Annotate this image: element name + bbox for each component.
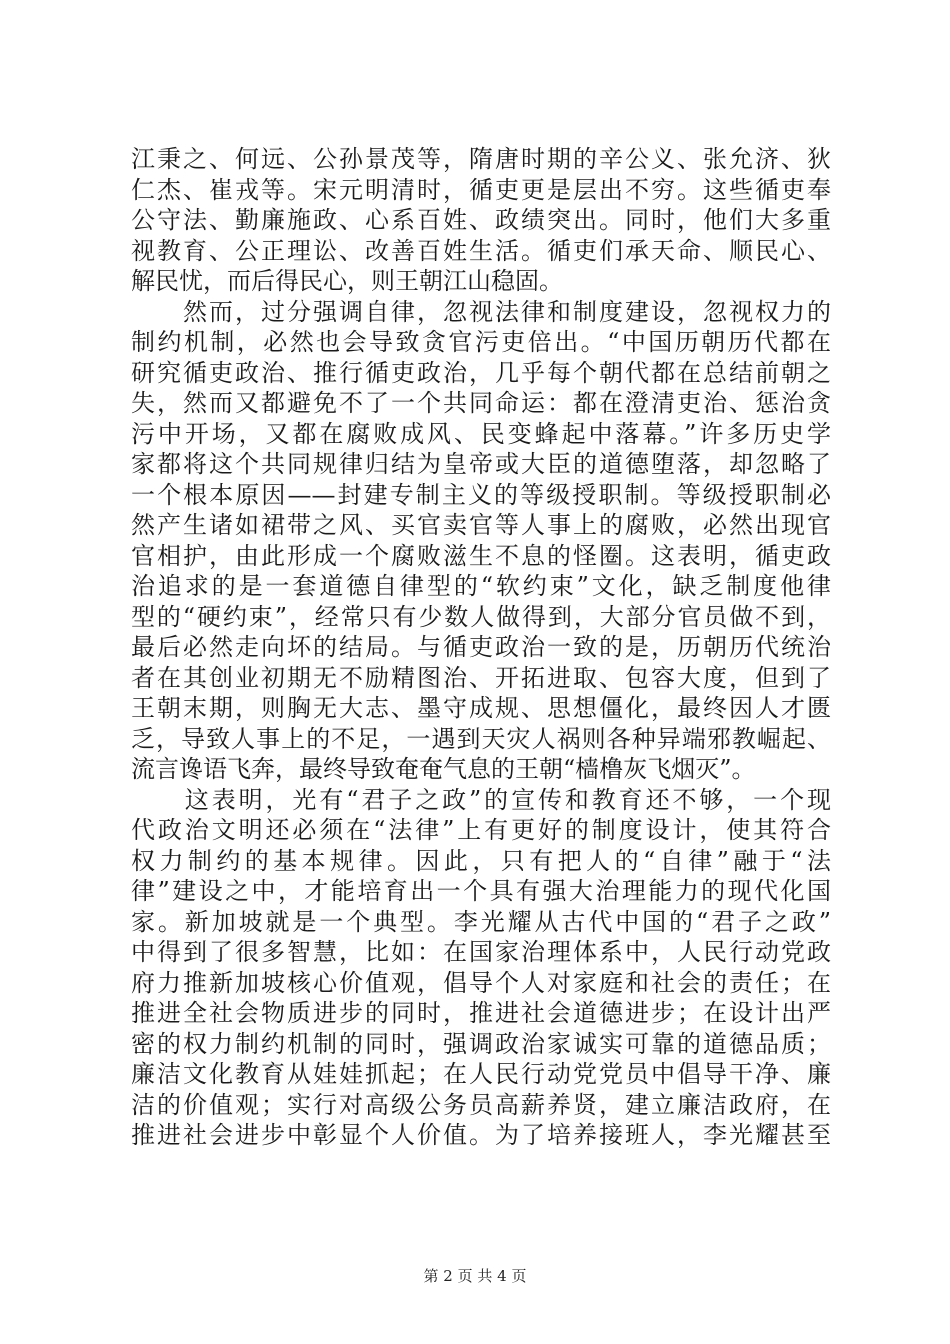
body-line: 治追求的是一套道德自律型的“软约束”文化，缺乏制度他律 xyxy=(131,572,831,600)
body-line: 乏，导致人事上的不足，一遇到天灾人祸则各种异端邪教崛起、 xyxy=(131,724,831,753)
body-line: 府力推新加坡核心价值观，倡导个人对家庭和社会的责任；在 xyxy=(131,968,831,997)
body-line: 型的“硬约束”，经常只有少数人做得到，大部分官员做不到， xyxy=(131,602,831,631)
body-line: 制约机制，必然也会导致贪官污吏倍出。“中国历朝历代都在 xyxy=(131,328,831,356)
body-line: 廉洁文化教育从娃娃抓起；在人民行动党党员中倡导干净、廉 xyxy=(131,1060,831,1088)
body-line: 然而，过分强调自律，忽视法律和制度建设，忽视权力的 xyxy=(131,297,831,326)
page-footer xyxy=(0,1266,950,1286)
page-number-label: 第 2 页 共 4 页 xyxy=(423,1267,527,1285)
body-line: 密的权力制约机制的同时，强调政治家诚实可靠的道德品质； xyxy=(131,1029,831,1058)
body-line: 家。新加坡就是一个典型。李光耀从古代中国的“君子之政” xyxy=(131,907,831,936)
body-line: 江秉之、何远、公孙景茂等，隋唐时期的辛公义、张允济、狄 xyxy=(131,145,831,173)
body-line: 流言谗语飞奔，最终导致奄奄气息的王朝“樯橹灰飞烟灭”。 xyxy=(131,755,756,783)
body-line: 这表明，光有“君子之政”的宣传和教育还不够，一个现 xyxy=(131,785,831,814)
body-line: 官相护，由此形成一个腐败滋生不息的怪圈。这表明，循吏政 xyxy=(131,541,831,570)
body-line: 最后必然走向坏的结局。与循吏政治一致的是，历朝历代统治 xyxy=(131,633,831,661)
body-line: 律”建设之中，才能培育出一个具有强大治理能力的现代化国 xyxy=(131,877,831,905)
body-line: 一个根本原因——封建专制主义的等级授职制。等级授职制必 xyxy=(131,480,831,509)
body-line: 权力制约的基本规律。因此，只有把人的“自律”融于“法 xyxy=(131,846,831,875)
body-line: 仁杰、崔戎等。宋元明清时，循吏更是层出不穷。这些循吏奉 xyxy=(131,175,831,204)
body-line: 推进社会进步中彰显个人价值。为了培养接班人，李光耀甚至 xyxy=(131,1121,831,1149)
body-line: 视教育、公正理讼、改善百姓生活。循吏们承天命、顺民心、 xyxy=(131,236,831,265)
body-line: 污中开场，又都在腐败成风、民变蜂起中落幕。”许多历史学 xyxy=(131,419,831,448)
body-line: 洁的价值观；实行对高级公务员高薪养贤，建立廉洁政府，在 xyxy=(131,1090,831,1119)
body-line: 研究循吏政治、推行循吏政治，几乎每个朝代都在总结前朝之 xyxy=(131,358,831,387)
document-body xyxy=(131,144,831,1151)
body-line: 中得到了很多智慧，比如：在国家治理体系中，人民行动党政 xyxy=(131,938,831,966)
body-line: 者在其创业初期无不励精图治、开拓进取、包容大度，但到了 xyxy=(131,663,831,692)
body-line: 然产生诸如裙带之风、买官卖官等人事上的腐败，必然出现官 xyxy=(131,511,831,539)
body-line: 家都将这个共同规律归结为皇帝或大臣的道德堕落，却忽略了 xyxy=(131,450,831,478)
body-line: 王朝末期，则胸无大志、墨守成规、思想僵化，最终因人才匮 xyxy=(131,694,831,722)
body-line: 解民忧，而后得民心，则王朝江山稳固。 xyxy=(131,267,563,295)
body-line: 代政治文明还必须在“法律”上有更好的制度设计，使其符合 xyxy=(131,816,831,844)
body-line: 推进全社会物质进步的同时，推进社会道德进步；在设计出严 xyxy=(131,999,831,1027)
body-line: 失，然而又都避免不了一个共同命运：都在澄清吏治、惩治贪 xyxy=(131,389,831,417)
body-line: 公守法、勤廉施政、心系百姓、政绩突出。同时，他们大多重 xyxy=(131,206,831,234)
